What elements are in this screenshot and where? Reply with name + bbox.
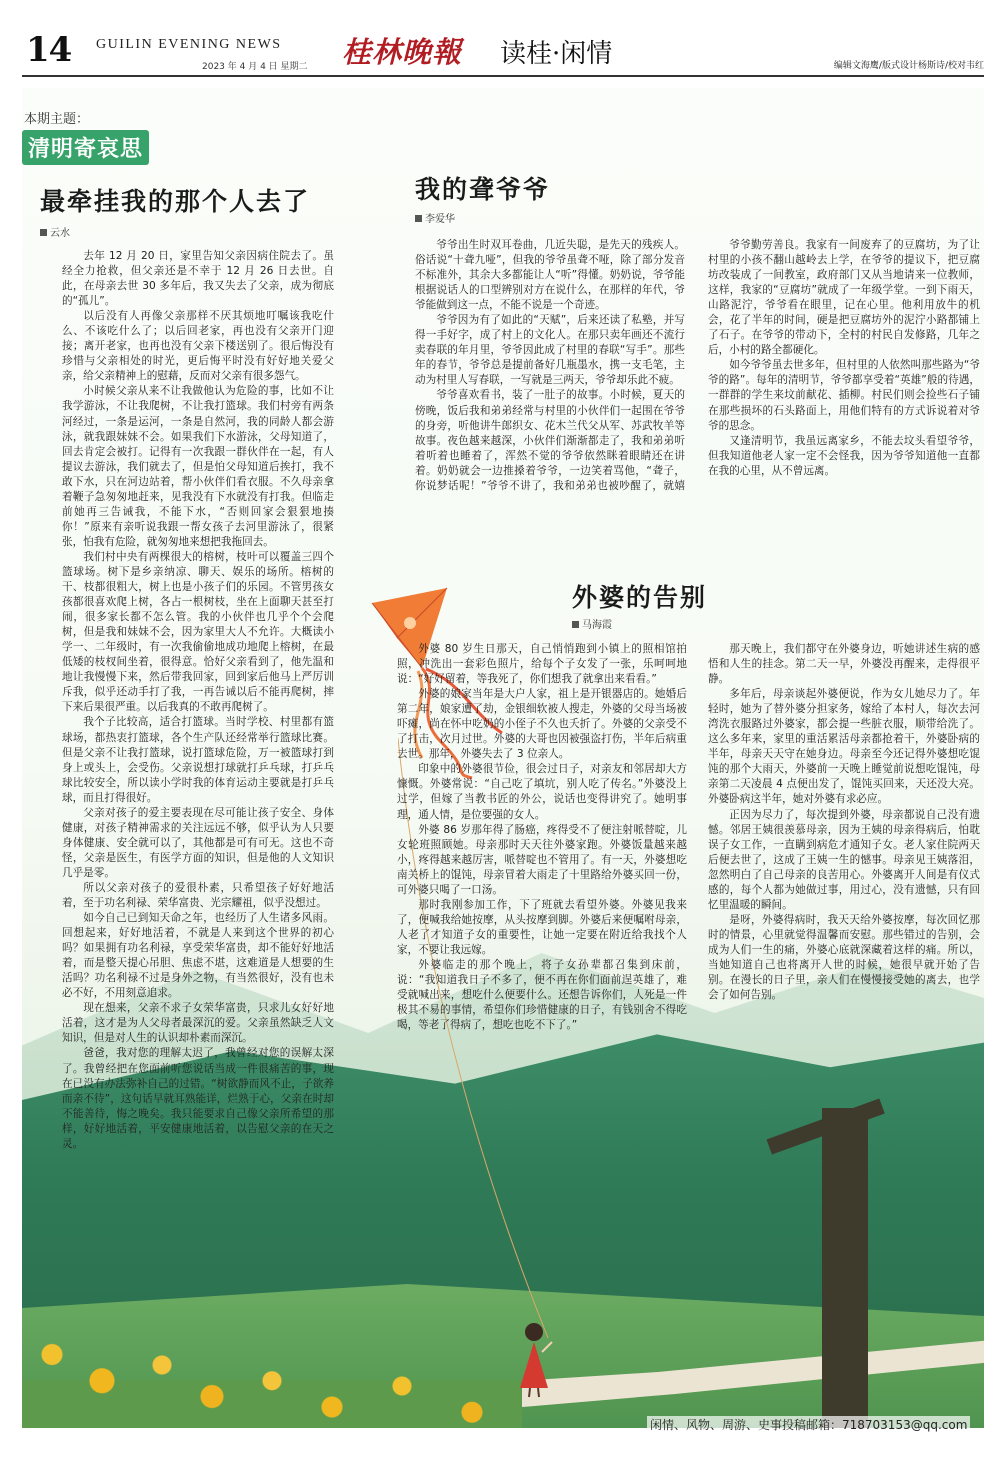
girl-illustration (512, 1318, 556, 1398)
paragraph: 我个子比较高，适合打篮球。当时学校、村里都有篮球场，都热衷打篮球，各个生产队还经常举行篮球比赛。但是父亲不让我打篮球，说打篮球危险，万一被篮球打到身上或头上，会受伤。父亲说想打球就打乒乓球，打乒乓球比较安全，所以读小学时我的体育运动主要就是打乒乓球，而且打得很好。 (62, 716, 334, 804)
article-body-grandpa-col1 (415, 238, 685, 496)
paragraph: 以后没有人再像父亲那样不厌其烦地叮嘱该我吃什么、不该吃什么了；以后回老家，再也没有父亲开门迎接；离开老家，也再也没有父亲下楼送别了。很后悔没有珍惜与父亲相处的时光，更后悔平时没有好好地关爱父亲，给父亲精神上的慰藉，反而对父亲有很多怨气。 (62, 310, 334, 383)
paragraph: 爷爷因为有了如此的“天赋”，后来还读了私塾，并写得一手好字，成了村上的文化人。在那只卖年画还不流行卖春联的年月里，爷爷因此成了村里的春联“写手”。那些年的春节，爷爷总是提前备好几瓶墨水，携一支毛笔，主动为村里人写春联，一写就是三两天，爷爷却乐此不疲。 (415, 314, 685, 387)
paragraph: 多年后，母亲谈起外婆便说，作为女儿她尽力了。年轻时，她为了替外婆分担家务，嫁给了本村人，每次去河湾洗衣服路过外婆家，都会提一些脏衣服，顺带给洗了。这么多年来，家里的重活累活母亲都抢着干，外婆卧病的半年，母亲天天守在她身边。母亲至今还记得外婆想吃馄饨的那个大雨天，外婆前一天晚上睡觉前说想吃馄饨，母亲第二天凌晨 4 点便出发了，馄饨买回来，天还没大亮。外婆卧病这半年，她对外婆有求必应。 (708, 688, 980, 806)
article-title-grandma: 外婆的告别 (572, 583, 708, 612)
paragraph: 所以父亲对孩子的爱很朴素，只希望孩子好好地活着，至于功名利禄、荣华富贵、光宗耀祖，似乎没想过。 (62, 881, 334, 910)
author-name: 李爱华 (425, 214, 455, 225)
theme-label: 本期主题： (24, 112, 90, 127)
theme-title: 清明寄哀思 (22, 130, 149, 165)
paragraph: 外婆 80 岁生日那天，自己悄悄跑到小镇上的照相馆拍照，冲洗出一套彩色照片，给每个子女发了一张，乐呵呵地说：“好好留着，等我死了，你们想我了就拿出来看看。” (397, 643, 687, 686)
paragraph: 爷爷喜欢看书，装了一肚子的故事。小时候，夏天的傍晚，饭后我和弟弟经常与村里的小伙伴们一起围在爷爷的身旁，听他讲牛郎织女、花木兰代父从军、苏武牧羊等故事。夜色越来越深，小伙伴们渐渐都走了，我和弟弟听着听着也睡着了，浑然不觉的爷爷依然眯着眼睛还在讲着。奶奶就会一边推搡着爷爷，一边笑着骂他，“聋子，你说梦话呢！”爷爷不讲了，我和弟弟也被吵醒了，就嬉 (415, 389, 685, 492)
paragraph: 去年 12 月 20 日，家里告知父亲因病住院去了。虽经全力抢救，但父亲还是不幸于 12 月 26 日去世。自此，在母亲去世 30 多年后，我又失去了父亲，成为彻底的“孤儿”。 (62, 250, 334, 308)
paper-name-en: GUILIN EVENING NEWS (96, 37, 282, 52)
author-name: 云水 (50, 228, 70, 239)
masthead-logo: 桂林晚報 (342, 35, 463, 69)
paragraph: 现在想来，父亲不求子女荣华富贵，只求儿女好好地活着，这才是为人父母者最深沉的爱。父亲虽然缺乏人文知识，但是对人生的认识却朴素而深沉。 (62, 1002, 334, 1045)
paragraph: 是呀，外婆得病时，我天天给外婆按摩，每次回忆那时的情景，心里就觉得温馨而安慰。那些错过的告别，会成为人们一生的痛，外婆心底就深藏着这样的痛。所以，当她知道自己也将离开人世的时候，她很早就开始了告别。在漫长的日子里，亲人们在慢慢接受她的离去，也学会了如何告别。 (708, 913, 980, 1002)
paragraph: 小时候父亲从来不让我做他认为危险的事，比如不让我学游泳，不让我爬树，不让我打篮球。我们村旁有两条河经过，一条是运河，一条是自然河，我的同龄人都会游泳，就我跟妹妹不会。如果我们下水游泳，父母知道了，回去肯定会被打。记得有一次我跟一群伙伴在一起，有人提议去游泳，我们就去了，但是怕父母知道后挨打，我不敢下水，只在河边站着，帮小伙伴们看衣服。不久母亲拿着鞭子急匆匆地赶来，见我没有下水就没有打我。但临走前她再三告诫我，不能下水，“否则回家会狠狠地揍你！”原来有亲听说我跟一帮女孩子去河里游泳了，很紧张，怕我有危险，就匆匆地来想把我拖回去。 (62, 385, 334, 548)
paragraph: 如今爷爷虽去世多年，但村里的人依然叫那些路为“爷爷的路”。每年的清明节，爷爷都享受着“英雄”般的待遇，一群群的学生来坟前献花、插柳。村民们则会捡些石子铺在那些损坏的石头路面上，用他们特有的方式诉说着对爷爷的思念。 (708, 359, 980, 432)
paragraph: 爷爷勤劳善良。我家有一间废弃了的豆腐坊，为了让村里的小孩不翻山越岭去上学，在爷爷的提议下，把豆腐坊改装成了一间教室，政府部门又从当地请来一位教师，这样，我家的“豆腐坊”就成了一年级学堂。一到下雨天，山路泥泞，爷爷看在眼里，记在心里。他利用放牛的机会，花了半年的时间，硬是把豆腐坊外的泥泞小路都铺上了石子。在爷爷的带动下，全村的村民自发修路，几年之后，小村的路全都硬化。 (708, 239, 980, 357)
paragraph: 爸爸，我对您的理解太迟了，我曾经对您的误解太深了。我曾经把在您面前听您说话当成一件很痛苦的事，现在已没有办法弥补自己的过错。“树欲静而风不止，子欲养而亲不待”，这句话早就耳熟能详，烂熟于心，父亲在时却不能善待，悔之晚矣。我只能要求自己像父亲所希望的那样，好好地活着，平安健康地活着，以告慰父亲的在天之灵。 (62, 1047, 334, 1150)
author-name: 马海霞 (582, 620, 612, 631)
paragraph: 父亲对孩子的爱主要表现在尽可能让孩子安全、身体健康，对孩子精神需求的关注远远不够，似乎认为人只要身体健康、安全就可以了，其他都是可有可无。这也不奇怪，父亲是医生，有医学方面的知识，但是他的人文知识几乎是零。 (62, 806, 334, 879)
byline-marker-icon (415, 215, 422, 222)
article-title-father: 最牵挂我的那个人去了 (40, 187, 311, 216)
paragraph: 正因为尽力了，每次提到外婆，母亲都说自己没有遗憾。邻居王姨很羡慕母亲，因为王姨的母亲得病后，怕耽误子女工作，一直瞒到病危才通知子女。老人家住院两天后便去世了，这成了王姨一生的憾事。母亲见王姨落泪，忽然明白了自己母亲的良苦用心。外婆离开人间是有仪式感的，每个人都为她做过事，用过心，没有遗憾，只有回忆里温暖的瞬间。 (708, 808, 980, 911)
paragraph: 外婆 86 岁那年得了肠癌，疼得受不了便注射哌替啶，儿女轮班照顾她。母亲那时天天往外婆家跑。外婆饭量越来越小，疼得越来越厉害，哌替啶也不管用了。有一天，外婆想吃南关桥上的馄饨，母亲冒着大雨走了十里路给外婆买回一份，可外婆只喝了一口汤。 (397, 823, 687, 896)
paragraph: 外婆临走的那个晚上，将子女孙辈都召集到床前，说：“我知道我日子不多了，便不再在你们面前逞英雄了，难受就喊出来，想吃什么便要什么。还想告诉你们，人死是一件极其不易的事情，希望你们珍惜健康的日子，有钱别舍不得吃喝，等老了得病了，想吃也吃不下了。” (397, 958, 687, 1032)
article-body-grandma-col1 (397, 642, 687, 1112)
paragraph: 我们村中央有两棵很大的榕树，枝叶可以覆盖三四个篮球场。树下是乡亲纳凉、聊天、娱乐的场所。榕树的干、枝都很粗大，树上也是小孩子们的乐园。不管男孩女孩都很喜欢爬上树，各占一根树枝，坐在上面聊天甚至打闹，很多家长都不怎么管。我的小伙伴也几乎个个会爬树，但是我和妹妹不会，因为家里大人不允许。大概读小学一、二年级时，有一次我偷偷地成功地爬上榕树，在最低矮的枝杈间坐着，很得意。恰好父亲看到了，他先温和地让我慢慢下来，然后带我回家，回到家后他马上严厉训斥我，似乎还动手打了我，一再告诫以后不能再爬树，摔下来后果很严重。以后我真的不敢再爬树了。 (62, 550, 334, 714)
submission-email-note: 闲情、风物、周游、史事投稿邮箱：718703153@qq.com (647, 1416, 970, 1433)
tree-trunk (822, 1108, 868, 1428)
paragraph: 爷爷出生时双耳卷曲，几近失聪，是先天的残疾人。俗话说“十聋九哑”，但我的爷爷虽聋不哑，除了部分发音不标准外，其余大多都能让人“听”得懂。奶奶说，爷爷能根据说话人的口型辨别对方在说什么，在那样的年代，爷爷能做到这一点，不能不说是一个奇迹。 (415, 239, 685, 312)
paragraph: 那时我刚参加工作，下了班就去看望外婆。外婆见我来了，便喊我给她按摩，从头按摩到脚。外婆后来便嘱咐母亲，人老了才知道子女的重要性，让她一定要在附近给我找个人家，不要让我远嫁。 (397, 898, 687, 956)
paragraph: 那天晚上，我们都守在外婆身边，听她讲述生病的感悟和人生的挂念。第二天一早，外婆没再醒来，走得很平静。 (708, 643, 980, 686)
article-byline-grandpa (415, 210, 455, 225)
article-byline-father (40, 224, 70, 239)
paragraph: 又逢清明节，我虽远离家乡，不能去坟头看望爷爷，但我知道他老人家一定不会怪我，因为爷爷知道他一直都在我的心里，从不曾远离。 (708, 434, 980, 477)
editor-credits: 编辑文海鹰/版式设计杨斯诗/校对韦红 (833, 61, 984, 71)
paragraph: 如今自己已到知天命之年，也经历了人生诸多风雨。回想起来，好好地活着，不就是人来到这个世界的初心吗？如果拥有功名利禄，享受荣华富贵，却不能好好地活着，而是整天提心吊胆、焦虑不堪，这难道是人想要的生活吗？功名利禄不过是身外之物，有当然很好，没有也未必不好，不用刻意追求。 (62, 912, 334, 1000)
article-body-grandpa-col2 (708, 238, 980, 544)
section-name: 读桂·闲情 (500, 39, 613, 69)
article-body-father (62, 249, 334, 1289)
page-header (22, 30, 984, 77)
byline-marker-icon (40, 229, 47, 236)
issue-date: 2023 年 4 月 4 日 星期二 (202, 62, 308, 72)
article-byline-grandma (572, 616, 612, 631)
paragraph: 印象中的外婆很节俭，很会过日子，对亲友和邻居却大方慷慨。外婆常说：“自己吃了填坑，别人吃了传名。”外婆没上过学，但嫁了当教书匠的外公，说话也变得讲究了。她明事理，通人情，是位要强的女人。 (397, 763, 687, 821)
article-title-grandpa: 我的聋爷爷 (415, 175, 551, 204)
article-body-grandma-col2 (708, 642, 980, 1054)
byline-marker-icon (572, 621, 579, 628)
paragraph: 外婆的娘家当年是大户人家，祖上是开银器店的。她婚后第二年，娘家遭了劫，金银细软被人搜走，外婆的父母当场被吓瘫，尚在怀中吃奶的小侄子不久也夭折了。外婆的父亲受不了打击，次月过世。外婆的大哥也因被强盗打伤，半年后病重去世。那年，外婆失去了 3 位亲人。 (397, 688, 687, 761)
page-number: 14 (26, 30, 72, 70)
